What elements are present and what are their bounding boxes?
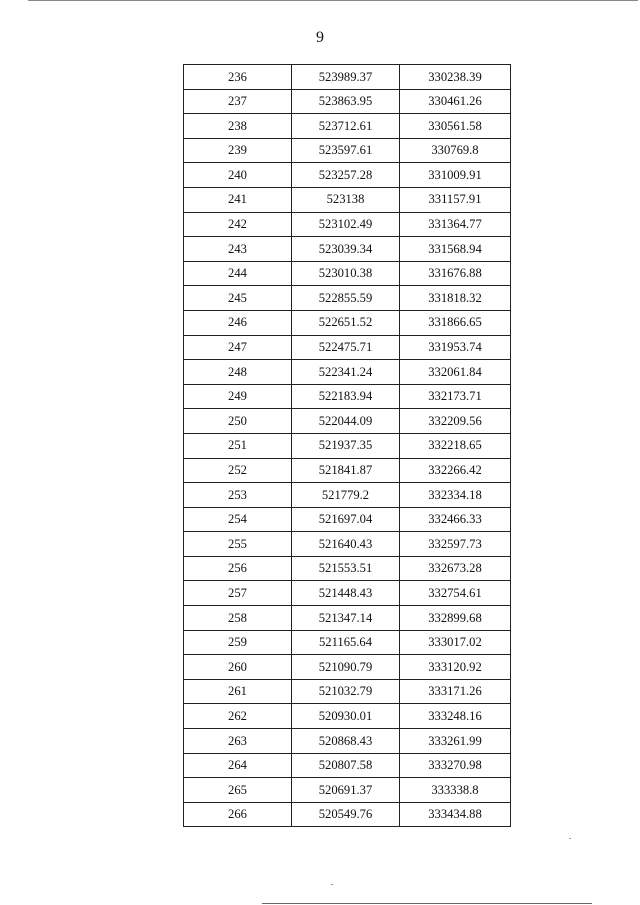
point-number-cell: 248 bbox=[184, 360, 292, 385]
table-row bbox=[184, 433, 511, 458]
x-coordinate-cell: 522651.52 bbox=[292, 310, 400, 335]
y-coordinate-cell: 331364.77 bbox=[400, 212, 511, 237]
point-number-cell: 243 bbox=[184, 237, 292, 262]
y-coordinate-cell: 333261.99 bbox=[400, 729, 511, 754]
x-coordinate-cell: 522855.59 bbox=[292, 286, 400, 311]
y-coordinate-cell: 332061.84 bbox=[400, 360, 511, 385]
point-number-cell: 266 bbox=[184, 802, 292, 827]
y-coordinate-cell: 330238.39 bbox=[400, 65, 511, 90]
x-coordinate-cell: 521937.35 bbox=[292, 433, 400, 458]
y-coordinate-cell: 333434.88 bbox=[400, 802, 511, 827]
table-row bbox=[184, 212, 511, 237]
table-row bbox=[184, 384, 511, 409]
y-coordinate-cell: 332673.28 bbox=[400, 556, 511, 581]
table-row bbox=[184, 163, 511, 188]
y-coordinate-cell: 333017.02 bbox=[400, 630, 511, 655]
y-coordinate-cell: 330561.58 bbox=[400, 114, 511, 139]
point-number-cell: 247 bbox=[184, 335, 292, 360]
coordinates-table bbox=[183, 64, 511, 827]
point-number-cell: 249 bbox=[184, 384, 292, 409]
table-row bbox=[184, 409, 511, 434]
x-coordinate-cell: 521090.79 bbox=[292, 655, 400, 680]
page-bottom-rule bbox=[262, 903, 592, 904]
point-number-cell: 242 bbox=[184, 212, 292, 237]
y-coordinate-cell: 333270.98 bbox=[400, 753, 511, 778]
y-coordinate-cell: 332173.71 bbox=[400, 384, 511, 409]
x-coordinate-cell: 521640.43 bbox=[292, 532, 400, 557]
x-coordinate-cell: 521165.64 bbox=[292, 630, 400, 655]
x-coordinate-cell: 522044.09 bbox=[292, 409, 400, 434]
x-coordinate-cell: 521697.04 bbox=[292, 507, 400, 532]
y-coordinate-cell: 333248.16 bbox=[400, 704, 511, 729]
x-coordinate-cell: 521779.2 bbox=[292, 483, 400, 508]
table-row bbox=[184, 114, 511, 139]
point-number-cell: 253 bbox=[184, 483, 292, 508]
point-number-cell: 255 bbox=[184, 532, 292, 557]
coordinates-table-body bbox=[184, 65, 511, 827]
x-coordinate-cell: 521347.14 bbox=[292, 606, 400, 631]
point-number-cell: 251 bbox=[184, 433, 292, 458]
x-coordinate-cell: 520691.37 bbox=[292, 778, 400, 803]
x-coordinate-cell: 523257.28 bbox=[292, 163, 400, 188]
point-number-cell: 238 bbox=[184, 114, 292, 139]
table-row bbox=[184, 310, 511, 335]
x-coordinate-cell: 522183.94 bbox=[292, 384, 400, 409]
y-coordinate-cell: 332209.56 bbox=[400, 409, 511, 434]
x-coordinate-cell: 523712.61 bbox=[292, 114, 400, 139]
table-row bbox=[184, 753, 511, 778]
table-row bbox=[184, 581, 511, 606]
x-coordinate-cell: 523010.38 bbox=[292, 261, 400, 286]
scan-speck bbox=[569, 838, 571, 839]
y-coordinate-cell: 331009.91 bbox=[400, 163, 511, 188]
y-coordinate-cell: 331866.65 bbox=[400, 310, 511, 335]
table-row bbox=[184, 507, 511, 532]
point-number-cell: 237 bbox=[184, 89, 292, 114]
point-number-cell: 260 bbox=[184, 655, 292, 680]
table-row bbox=[184, 65, 511, 90]
table-row bbox=[184, 606, 511, 631]
point-number-cell: 256 bbox=[184, 556, 292, 581]
x-coordinate-cell: 522475.71 bbox=[292, 335, 400, 360]
y-coordinate-cell: 330461.26 bbox=[400, 89, 511, 114]
point-number-cell: 244 bbox=[184, 261, 292, 286]
table-row bbox=[184, 778, 511, 803]
y-coordinate-cell: 332597.73 bbox=[400, 532, 511, 557]
scan-speck bbox=[331, 884, 333, 885]
x-coordinate-cell: 521553.51 bbox=[292, 556, 400, 581]
table-row bbox=[184, 286, 511, 311]
x-coordinate-cell: 523989.37 bbox=[292, 65, 400, 90]
table-row bbox=[184, 335, 511, 360]
table-row bbox=[184, 138, 511, 163]
point-number-cell: 241 bbox=[184, 187, 292, 212]
table-row bbox=[184, 483, 511, 508]
x-coordinate-cell: 523138 bbox=[292, 187, 400, 212]
point-number-cell: 261 bbox=[184, 679, 292, 704]
y-coordinate-cell: 333120.92 bbox=[400, 655, 511, 680]
page-top-rule bbox=[28, 0, 638, 1]
page-number: 9 bbox=[316, 29, 324, 46]
point-number-cell: 236 bbox=[184, 65, 292, 90]
table-row bbox=[184, 187, 511, 212]
table-row bbox=[184, 89, 511, 114]
point-number-cell: 252 bbox=[184, 458, 292, 483]
y-coordinate-cell: 333338.8 bbox=[400, 778, 511, 803]
x-coordinate-cell: 520930.01 bbox=[292, 704, 400, 729]
point-number-cell: 240 bbox=[184, 163, 292, 188]
y-coordinate-cell: 332754.61 bbox=[400, 581, 511, 606]
point-number-cell: 239 bbox=[184, 138, 292, 163]
table-row bbox=[184, 360, 511, 385]
point-number-cell: 263 bbox=[184, 729, 292, 754]
table-row bbox=[184, 630, 511, 655]
y-coordinate-cell: 333171.26 bbox=[400, 679, 511, 704]
point-number-cell: 257 bbox=[184, 581, 292, 606]
table-row bbox=[184, 556, 511, 581]
y-coordinate-cell: 331953.74 bbox=[400, 335, 511, 360]
point-number-cell: 265 bbox=[184, 778, 292, 803]
table-row bbox=[184, 261, 511, 286]
y-coordinate-cell: 332899.68 bbox=[400, 606, 511, 631]
point-number-cell: 246 bbox=[184, 310, 292, 335]
point-number-cell: 264 bbox=[184, 753, 292, 778]
table-row bbox=[184, 237, 511, 262]
table-row bbox=[184, 802, 511, 827]
table-row bbox=[184, 532, 511, 557]
x-coordinate-cell: 523039.34 bbox=[292, 237, 400, 262]
point-number-cell: 262 bbox=[184, 704, 292, 729]
y-coordinate-cell: 332466.33 bbox=[400, 507, 511, 532]
table-row bbox=[184, 679, 511, 704]
x-coordinate-cell: 522341.24 bbox=[292, 360, 400, 385]
y-coordinate-cell: 331676.88 bbox=[400, 261, 511, 286]
y-coordinate-cell: 330769.8 bbox=[400, 138, 511, 163]
y-coordinate-cell: 331568.94 bbox=[400, 237, 511, 262]
point-number-cell: 245 bbox=[184, 286, 292, 311]
x-coordinate-cell: 521032.79 bbox=[292, 679, 400, 704]
point-number-cell: 250 bbox=[184, 409, 292, 434]
x-coordinate-cell: 523863.95 bbox=[292, 89, 400, 114]
x-coordinate-cell: 520807.58 bbox=[292, 753, 400, 778]
table-row bbox=[184, 704, 511, 729]
table-row bbox=[184, 458, 511, 483]
point-number-cell: 258 bbox=[184, 606, 292, 631]
y-coordinate-cell: 332218.65 bbox=[400, 433, 511, 458]
table-row bbox=[184, 729, 511, 754]
x-coordinate-cell: 520549.76 bbox=[292, 802, 400, 827]
x-coordinate-cell: 523102.49 bbox=[292, 212, 400, 237]
y-coordinate-cell: 331157.91 bbox=[400, 187, 511, 212]
table-row bbox=[184, 655, 511, 680]
x-coordinate-cell: 523597.61 bbox=[292, 138, 400, 163]
point-number-cell: 254 bbox=[184, 507, 292, 532]
x-coordinate-cell: 520868.43 bbox=[292, 729, 400, 754]
y-coordinate-cell: 331818.32 bbox=[400, 286, 511, 311]
x-coordinate-cell: 521448.43 bbox=[292, 581, 400, 606]
y-coordinate-cell: 332334.18 bbox=[400, 483, 511, 508]
point-number-cell: 259 bbox=[184, 630, 292, 655]
y-coordinate-cell: 332266.42 bbox=[400, 458, 511, 483]
x-coordinate-cell: 521841.87 bbox=[292, 458, 400, 483]
